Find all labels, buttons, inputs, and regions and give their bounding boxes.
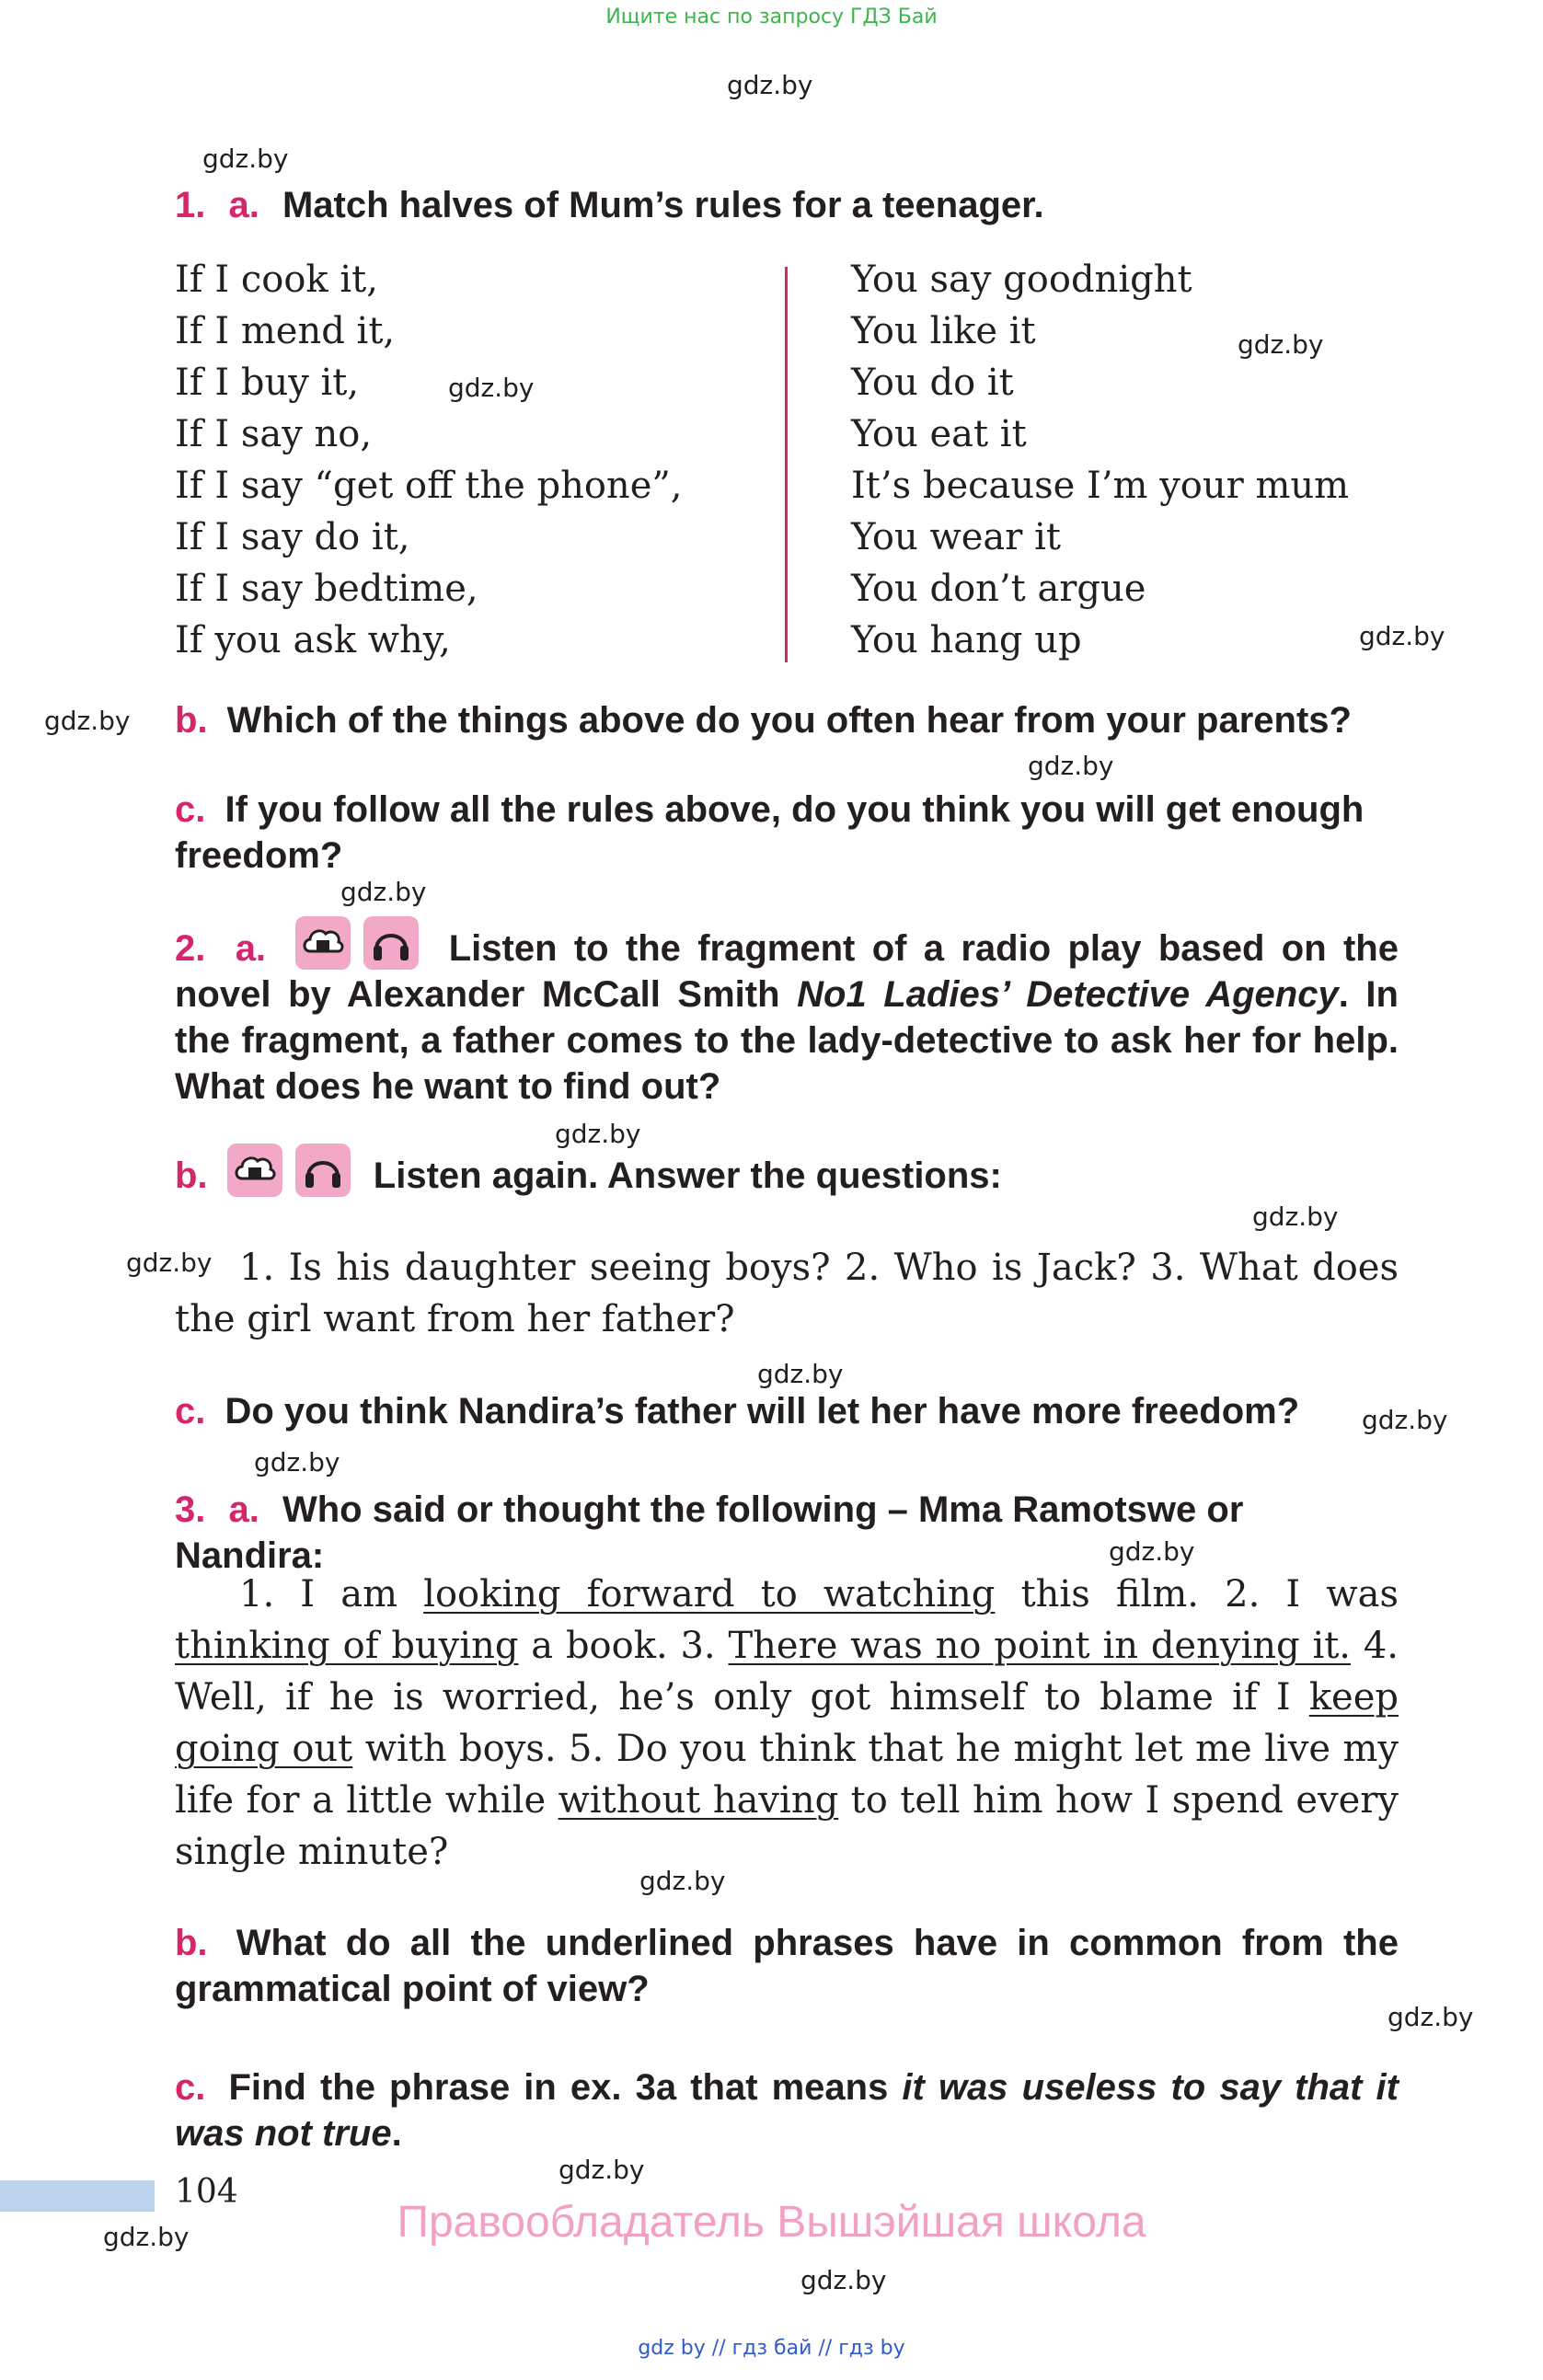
ex2-a — [175, 916, 1399, 1110]
rule-left: If I say no, — [175, 413, 373, 455]
ex1-title: Match halves of Mum’s rules for a teenager. — [282, 185, 1044, 225]
watermark: gdz.by — [555, 1119, 641, 1149]
watermark: gdz.by — [103, 2222, 190, 2252]
rule-right: You hang up — [851, 619, 1082, 661]
underlined-phrase: thinking of buying — [175, 1625, 519, 1667]
watermark: gdz.by — [448, 373, 535, 403]
watermark: gdz.by — [1252, 1201, 1339, 1232]
rule-left: If I say do it, — [175, 516, 410, 558]
passage-text: a book. 3. — [518, 1625, 729, 1667]
ex1-heading — [175, 182, 1044, 228]
ex2-c-text: Do you think Nandira’s father will let her have more freedom? — [225, 1391, 1300, 1431]
rules-right-column — [851, 254, 1349, 666]
watermark: gdz.by — [340, 877, 427, 907]
rule-left: If I mend it, — [175, 310, 396, 352]
watermark: gdz.by — [254, 1447, 340, 1477]
page-number: 104 — [175, 2173, 238, 2211]
rule-right: You like it — [851, 310, 1036, 352]
watermark: gdz.by — [727, 70, 813, 100]
rule-right: You don’t argue — [851, 568, 1146, 610]
watermark: gdz.by — [1028, 751, 1114, 781]
ex1-c-letter: c. — [175, 789, 206, 830]
ex3-c-text-1: Find the phrase in ex. 3a that means — [228, 2067, 903, 2108]
ex2-a-text-2: . In the fragment, a father comes to the lady-detective to ask her for help. What does he want to find out? — [175, 974, 1399, 1107]
watermark: gdz.by — [639, 1866, 726, 1896]
ex2-b-text: Listen again. Answer the questions: — [373, 1156, 1002, 1196]
watermark: gdz.by — [800, 2265, 887, 2295]
book-title: No1 Ladies’ Detective Agency — [797, 974, 1339, 1015]
ex3-c — [175, 2064, 1399, 2156]
rule-left: If you ask why, — [175, 619, 451, 661]
watermark: gdz.by — [1359, 621, 1445, 651]
rule-right: You eat it — [851, 413, 1027, 455]
ex3-b-letter: b. — [175, 1923, 208, 1963]
ex2-c — [175, 1388, 1399, 1434]
passage-text: 1. I am — [239, 1573, 424, 1615]
rule-right: You wear it — [851, 516, 1061, 558]
watermark: gdz.by — [558, 2155, 645, 2185]
ex3-b-text: What do all the underlined phrases have in common from the grammatical point of view? — [175, 1923, 1399, 2009]
underlined-phrase: keep going out — [175, 1676, 1399, 1770]
cloud-download-icon[interactable] — [227, 1144, 282, 1197]
ex3-number: 3. — [175, 1489, 206, 1530]
ex3-b — [175, 1920, 1399, 2012]
ex1-c — [175, 787, 1399, 879]
ex1-letter: a. — [228, 185, 259, 225]
footer-links[interactable]: gdz by // гдз бай // гдз by — [638, 2337, 905, 2360]
headphones-icon[interactable] — [295, 1144, 351, 1197]
copyright-notice: Правообладатель Вышэйшая школа — [397, 2198, 1146, 2247]
ex2-letter: a. — [235, 928, 267, 969]
watermark: gdz.by — [202, 144, 289, 174]
ex2-a-text-1: Listen to the fragment of a radio play based on the novel by Alexander McCall Smith — [175, 928, 1399, 1015]
ex3-c-text-2: . — [391, 2113, 402, 2154]
cloud-download-icon[interactable] — [295, 916, 351, 970]
ex3-a-text: Who said or thought the following – Mma Ramotswe or Nandira: — [175, 1489, 1244, 1576]
ex3-a — [175, 1487, 1399, 1579]
ex2-number: 2. — [175, 928, 206, 969]
ex1-number: 1. — [175, 185, 206, 225]
underlined-phrase: There was no point in denying it. — [728, 1625, 1352, 1667]
passage-text: to tell him how I spend every single minute? — [175, 1779, 1399, 1873]
watermark: gdz.by — [126, 1247, 213, 1278]
watermark: gdz.by — [44, 706, 131, 736]
ex2-b — [175, 1144, 1399, 1199]
rule-right: It’s because I’m your mum — [851, 465, 1350, 507]
ex3-passage — [175, 1569, 1399, 1878]
rule-right: You do it — [851, 362, 1014, 404]
underlined-phrase: without having — [558, 1779, 839, 1822]
ex1-b — [175, 697, 1399, 743]
watermark: gdz.by — [1109, 1536, 1195, 1567]
ex3-c-italic: it was useless to say that it was not true — [175, 2067, 1399, 2154]
watermark: gdz.by — [1238, 329, 1324, 360]
headphones-icon[interactable] — [363, 916, 419, 970]
rule-left: If I cook it, — [175, 259, 378, 301]
column-divider — [785, 267, 788, 662]
ex3-c-letter: c. — [175, 2067, 206, 2108]
rule-left: If I say bedtime, — [175, 568, 478, 610]
ex2-questions: 1. Is his daughter seeing boys? 2. Who is Jack? 3. What does the girl want from her father? — [175, 1247, 1399, 1340]
ex2-c-letter: c. — [175, 1391, 206, 1431]
ex1-c-text: If you follow all the rules above, do you think you will get enough freedom? — [175, 789, 1365, 876]
ex1-b-letter: b. — [175, 700, 208, 741]
passage-text: this film. 2. I was — [995, 1573, 1399, 1615]
passage-text: with boys. 5. Do you think that he might let me live my life for a little while — [175, 1728, 1399, 1822]
rule-left: If I buy it, — [175, 362, 360, 404]
ex1-b-text: Which of the things above do you often hear from your parents? — [226, 700, 1352, 741]
passage-text: 4. Well, if he is worried, he’s only got himself to blame if I — [175, 1625, 1399, 1719]
watermark: gdz.by — [1362, 1405, 1448, 1435]
top-banner[interactable]: Ищите нас по запросу ГДЗ Бай — [605, 6, 938, 29]
rules-left-column — [175, 254, 683, 666]
watermark: gdz.by — [1388, 2002, 1474, 2032]
rule-left: If I say “get off the phone”, — [175, 465, 683, 507]
underlined-phrase: looking forward to watching — [423, 1573, 996, 1615]
ex3-letter: a. — [228, 1489, 259, 1530]
ex2-b-letter: b. — [175, 1156, 208, 1196]
watermark: gdz.by — [757, 1359, 844, 1389]
rule-right: You say goodnight — [851, 259, 1192, 301]
